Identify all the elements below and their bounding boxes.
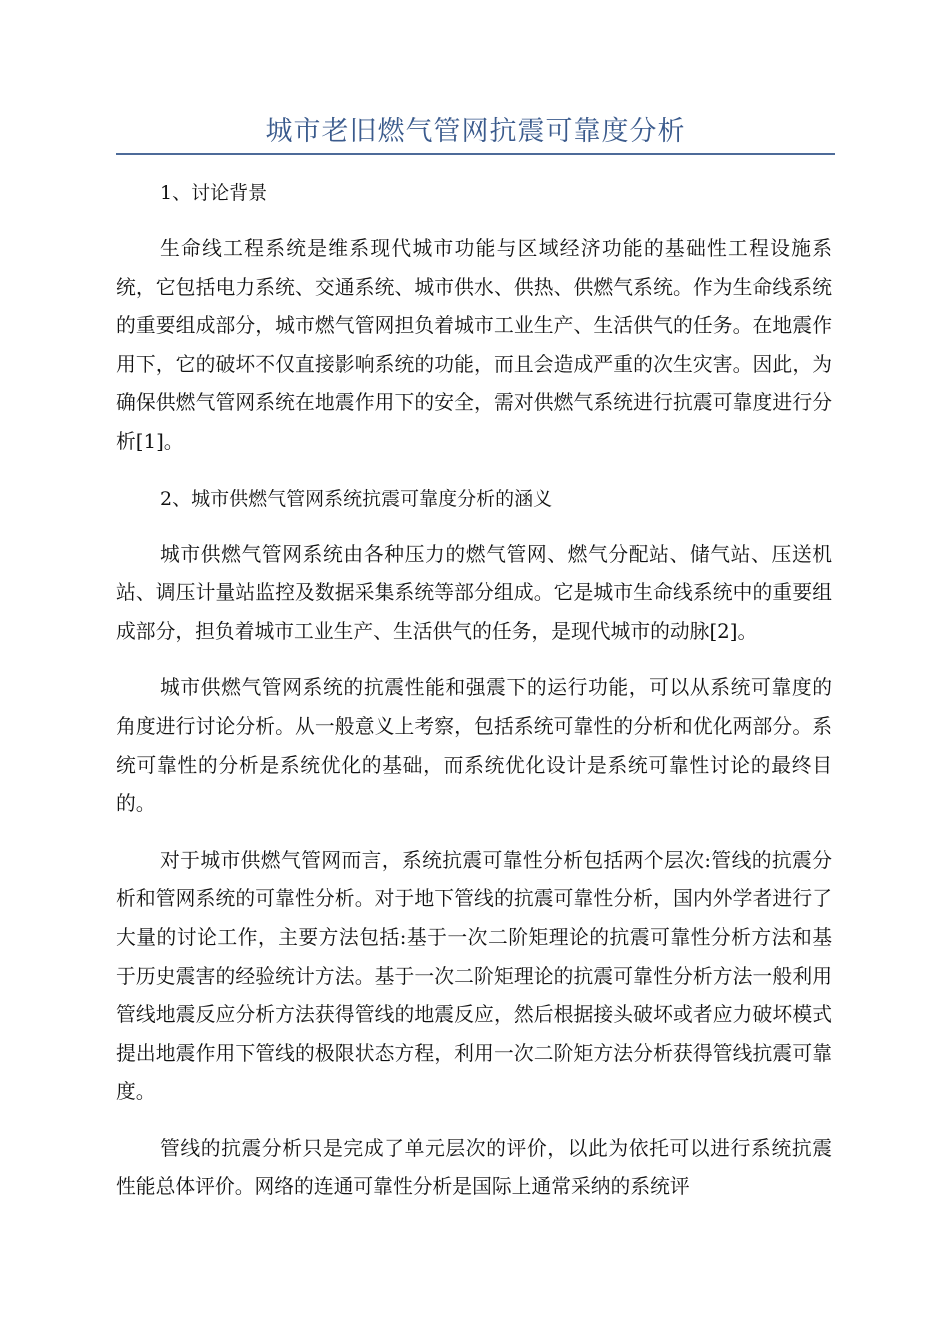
paragraph-gas-network-composition: 城市供燃气管网系统由各种压力的燃气管网、燃气分配站、储气站、压送机站、调压计量站监控及数据采集系统等部分组成。它是城市生命线系统中的重要组成部分，担负着城市工业生产、生活供气的任务，是现代城市的动脉[2]。 (116, 542, 832, 643)
section-heading-background: 1、讨论背景 (160, 182, 268, 204)
document-body (116, 174, 832, 1225)
paragraph-seismic-performance: 城市供燃气管网系统的抗震性能和强震下的运行功能，可以从系统可靠度的角度进行讨论分析。从一般意义上考察，包括系统可靠性的分析和优化两部分。系统可靠性的分析是系统优化的基础，而系统优化设计是系统可靠性讨论的最终目的。 (116, 676, 832, 816)
paragraph-analysis-levels: 对于城市供燃气管网而言，系统抗震可靠性分析包括两个层次:管线的抗震分析和管网系统的可靠性分析。对于地下管线的抗震可靠性分析，国内外学者进行了大量的讨论工作，主要方法包括:基于一次二阶矩理论的抗震可靠性分析方法和基于历史震害的经验统计方法。基于一次二阶矩理论的抗震可靠性分析方法一般利用管线地震反应分析方法获得管线的地震反应，然后根据接头破坏或者应力破坏模式提出地震作用下管线的极限状态方程，利用一次二阶矩方法分析获得管线抗震可靠度。 (116, 848, 832, 1104)
paragraph-network-connectivity: 管线的抗震分析只是完成了单元层次的评价，以此为依托可以进行系统抗震性能总体评价。网络的连通可靠性分析是国际上通常采纳的系统评 (116, 1136, 832, 1199)
title-underline (116, 153, 835, 155)
section-heading-meaning: 2、城市供燃气管网系统抗震可靠度分析的涵义 (160, 487, 553, 510)
paragraph-lifeline-systems: 生命线工程系统是维系现代城市功能与区域经济功能的基础性工程设施系统，它包括电力系统、交通系统、城市供水、供热、供燃气系统。作为生命线系统的重要组成部分，城市燃气管网担负着城市工业生产、生活供气的任务。在地震作用下，它的破坏不仅直接影响系统的功能，而且会造成严重的次生灾害。因此，为确保供燃气管网系统在地震作用下的安全，需对供燃气系统进行抗震可靠度进行分析[1]。 (116, 237, 832, 453)
document-title: 城市老旧燃气管网抗震可靠度分析 (265, 116, 686, 147)
